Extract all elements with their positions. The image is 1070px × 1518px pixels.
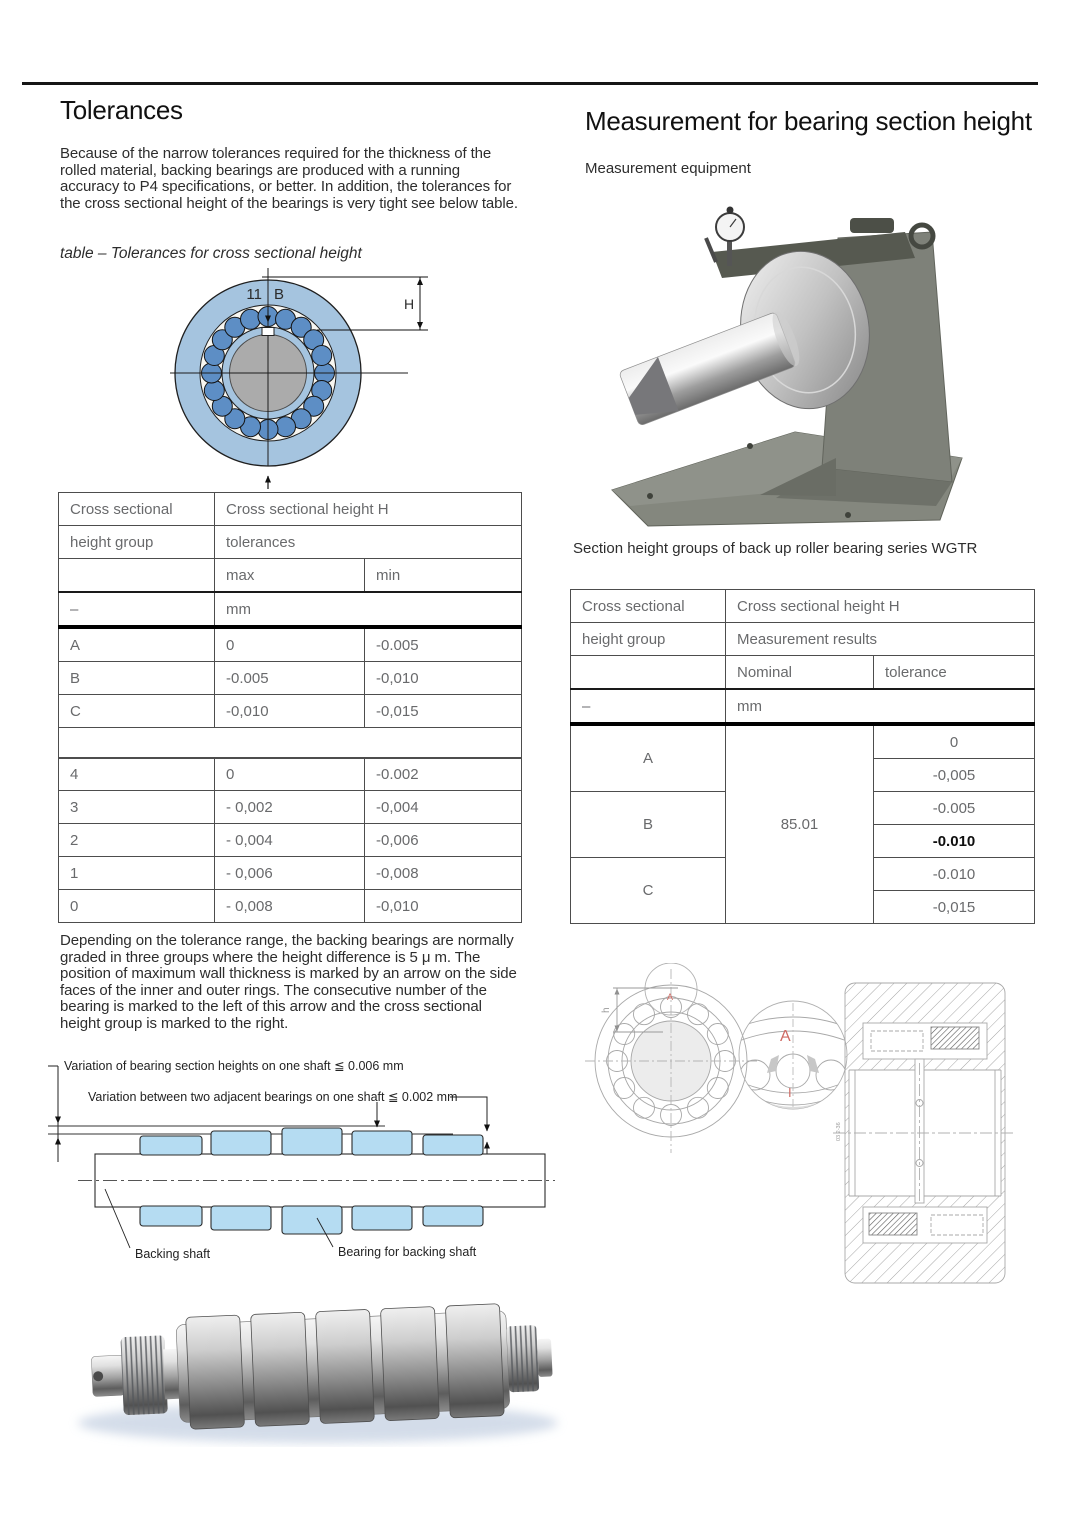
cell: max — [215, 559, 365, 593]
h-dimension-label: h — [601, 1007, 612, 1013]
table-row — [571, 623, 1035, 656]
bearing-technical-drawing — [583, 963, 1053, 1323]
table-row — [59, 627, 522, 662]
cell: -0,010 — [215, 695, 365, 728]
cell: A — [571, 724, 726, 792]
cell: tolerances — [215, 526, 522, 559]
cell: C — [59, 695, 215, 728]
backing-shaft-photo — [50, 1283, 570, 1455]
cell: C — [571, 858, 726, 924]
total-variation-label: Variation of bearing section heights on one shaft ≦ 0.006 mm — [64, 1059, 404, 1073]
nominal-value-cell: 85.01 — [726, 724, 874, 924]
table-row — [59, 890, 522, 923]
table-row — [59, 592, 522, 627]
cell: A — [59, 627, 215, 662]
table-row — [59, 526, 522, 559]
table-row — [571, 689, 1035, 724]
table-row — [571, 724, 1035, 759]
table-row — [59, 728, 522, 759]
cell: mm — [215, 592, 522, 627]
cell: -0.010 — [874, 858, 1035, 891]
cell: 3 — [59, 791, 215, 824]
section-groups-caption: Section height groups of back up roller bearing series WGTR — [573, 540, 978, 557]
table-row — [59, 493, 522, 526]
cell: Cross sectional height H — [726, 590, 1035, 623]
bearing-front-view-diagram — [140, 258, 440, 494]
cell: -0,010 — [365, 662, 522, 695]
detail-label-a: A — [780, 1028, 791, 1045]
table-row — [59, 695, 522, 728]
detail-label-i: I — [788, 1085, 792, 1100]
table-row — [59, 758, 522, 791]
figure-number: 03 2-36 — [836, 1122, 842, 1141]
cell: Cross sectional — [59, 493, 215, 526]
detail-marker-a-small: A — [667, 992, 674, 1002]
cell: 2 — [59, 824, 215, 857]
cell: - 0,002 — [215, 791, 365, 824]
cell: -0,010 — [365, 890, 522, 923]
cell: -0,004 — [365, 791, 522, 824]
table-row — [571, 656, 1035, 690]
table-row — [59, 559, 522, 593]
cell: – — [59, 592, 215, 627]
cell: min — [365, 559, 522, 593]
cell: -0,005 — [874, 759, 1035, 792]
cell: – — [571, 689, 726, 724]
adjacent-variation-label: Variation between two adjacent bearings on one shaft ≦ 0.002 mm — [88, 1090, 458, 1104]
cell — [571, 656, 726, 690]
cell: 0 — [59, 890, 215, 923]
dial-indicator-stem — [727, 240, 732, 266]
equipment-caption: Measurement equipment — [585, 160, 751, 177]
bearing-serial-label: 11 — [246, 286, 262, 303]
cell: -0,008 — [365, 857, 522, 890]
cell: - 0,004 — [215, 824, 365, 857]
top-rule — [22, 82, 1038, 85]
cell: Measurement results — [726, 623, 1035, 656]
cell: 0 — [215, 627, 365, 662]
backing-shaft-label: Backing shaft — [135, 1247, 211, 1261]
cell: Cross sectional — [571, 590, 726, 623]
cell: Nominal — [726, 656, 874, 690]
cell: B — [59, 662, 215, 695]
cell: 0 — [215, 758, 365, 791]
cell: -0.005 — [874, 792, 1035, 825]
tolerance-table-numbers — [58, 757, 522, 923]
table-row — [59, 857, 522, 890]
table-row — [59, 824, 522, 857]
cell: -0.010 — [874, 825, 1035, 858]
cell: -0.005 — [215, 662, 365, 695]
table-caption: table – Tolerances for cross sectional height — [60, 245, 362, 262]
cell — [59, 559, 215, 593]
cell: B — [571, 792, 726, 858]
cell: -0,015 — [365, 695, 522, 728]
page-title-right: Measurement for bearing section height — [585, 106, 1032, 136]
page-title-left: Tolerances — [60, 95, 183, 125]
cell: -0.005 — [365, 627, 522, 662]
intro-paragraph: Because of the narrow tolerances required for the thickness of the rolled material, backing bearings are produced with a running accuracy to P4 specifications, or better. In addition, the tolerances for the cross sectional height of the bearings is very tight see below table. — [60, 145, 518, 212]
bearing-blocks-bottom — [140, 1206, 483, 1234]
bearing-group-label: B — [274, 286, 285, 303]
height-dim-label: H — [404, 296, 415, 312]
shaft-variation-diagram — [40, 1052, 560, 1277]
cell: 1 — [59, 857, 215, 890]
cell: 0 — [874, 724, 1035, 759]
cell: - 0,008 — [215, 890, 365, 923]
cell: tolerance — [874, 656, 1035, 690]
cell: -0,006 — [365, 824, 522, 857]
bearing-for-shaft-label: Bearing for backing shaft — [338, 1245, 477, 1259]
tolerance-table-groups — [58, 492, 522, 759]
cell: - 0,006 — [215, 857, 365, 890]
cell: height group — [571, 623, 726, 656]
cell: mm — [726, 689, 1035, 724]
max-wall-marker — [262, 328, 274, 336]
cell: -0,015 — [874, 891, 1035, 924]
table-row — [571, 590, 1035, 623]
cell: -0.002 — [365, 758, 522, 791]
measurement-table — [570, 589, 1035, 924]
cell: 4 — [59, 758, 215, 791]
measurement-equipment-photo — [600, 190, 970, 528]
bearing-blocks-top — [140, 1128, 483, 1155]
cell: height group — [59, 526, 215, 559]
grading-paragraph: Depending on the tolerance range, the backing bearings are normally graded in three groups where the height difference is 5 μ m. The position of maximum wall thickness is marked by an arrow on the side faces of the inner and outer rings. The consecutive number of the bearing is marked to the left of this arrow and the cross sectional height group is marked to the right. — [60, 932, 517, 1032]
cell — [59, 728, 522, 759]
table-row — [59, 662, 522, 695]
cell: Cross sectional height H — [215, 493, 522, 526]
table-row — [59, 791, 522, 824]
